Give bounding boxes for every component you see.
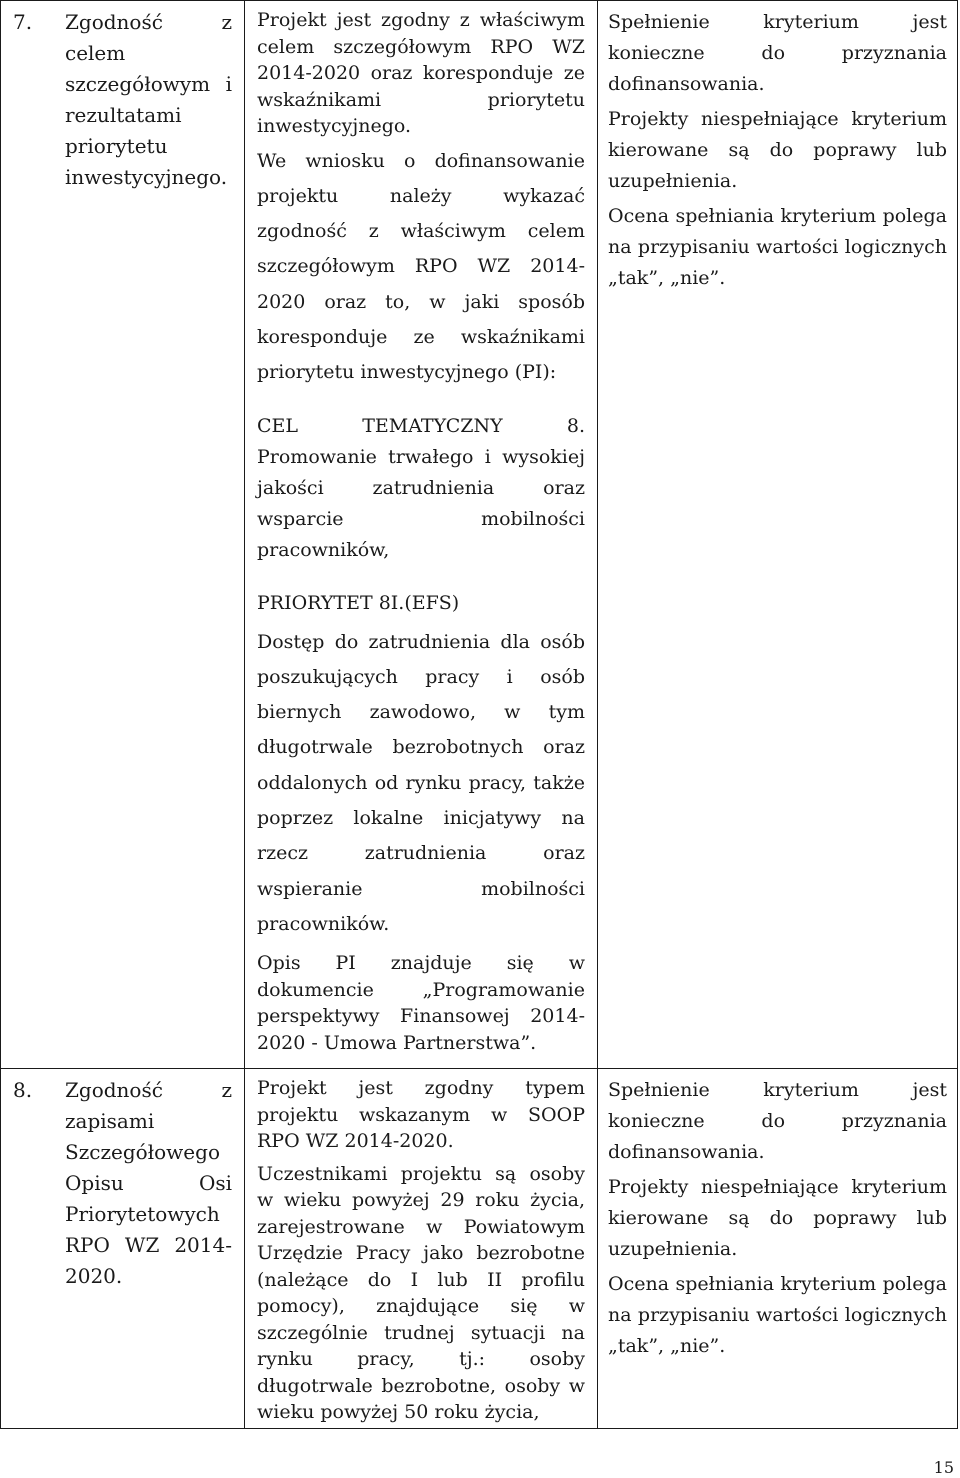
priority-text: Dostęp do zatrudnienia dla osób poszukujących pracy i osób biernych zawodowo, w tym długotrwale bezrobotnych oraz oddalonych od rynku pracy, także poprzez lokalne inicjatywy na rzecz zatrudnienia oraz wspieranie mobilności pracowników. bbox=[257, 630, 585, 935]
assessment-line: Projekty niespełniające kryterium kierowane są do poprawy lub uzupełnienia. bbox=[608, 108, 947, 192]
assessment-cell bbox=[598, 1, 958, 1069]
assessment-cell bbox=[598, 1069, 958, 1429]
assessment-line: Spełnienie kryterium jest konieczne do przyznania dofinansowania. bbox=[608, 1079, 947, 1163]
participants-text: Uczestnikami projektu są osoby w wieku powyżej 29 roku życia, zarejestrowane w Powiatowym Urzędzie Pracy jako bezrobotne (należące do I lub II profilu pomocy), znajdujące się w szczególnie trudnej sytuacji na rynku pracy, tj.: osoby długotrwale bezrobotne, osoby w wieku powyżej 50 roku życia, bbox=[257, 1162, 585, 1423]
priority-code: PRIORYTET 8I.(EFS) bbox=[257, 591, 460, 614]
assessment-line: Projekty niespełniające kryterium kierowane są do poprawy lub uzupełnienia. bbox=[608, 1176, 947, 1260]
criterion-name: Zgodność z celem szczegółowym i rezultatami priorytetu inwestycyjnego. bbox=[65, 10, 232, 189]
description-cell bbox=[245, 1, 598, 1069]
description-intro: Projekt jest zgodny z właściwym celem szczegółowym RPO WZ 2014-2020 oraz koresponduje ze wskaźnikami priorytetu inwestycyjnego. bbox=[257, 9, 585, 137]
criterion-cell bbox=[1, 1069, 245, 1429]
criterion-name: Zgodność z zapisami Szczegółowego Opisu Osi Priorytetowych RPO WZ 2014-2020. bbox=[65, 1078, 232, 1288]
assessment-line: Ocena spełniania kryterium polega na przypisaniu wartości logicznych „tak”, „nie”. bbox=[608, 205, 947, 289]
assessment-line: Spełnienie kryterium jest konieczne do przyznania dofinansowania. bbox=[608, 11, 947, 95]
table-row bbox=[1, 1069, 958, 1429]
thematic-goal: CEL TEMATYCZNY 8. Promowanie trwałego i wysokiej jakości zatrudnienia oraz wsparcie mobilności pracowników, bbox=[257, 414, 585, 561]
criterion-number: 8. bbox=[13, 1078, 33, 1102]
assessment-line: Ocena spełniania kryterium polega na przypisaniu wartości logicznych „tak”, „nie”. bbox=[608, 1273, 947, 1357]
criterion-cell bbox=[1, 1, 245, 1069]
description-cell bbox=[245, 1069, 598, 1429]
page-number: 15 bbox=[933, 1458, 954, 1477]
pi-reference: Opis PI znajduje się w dokumencie „Programowanie perspektywy Finansowej 2014-2020 - Umowa Partnerstwa”. bbox=[257, 952, 585, 1054]
description-intro: Projekt jest zgodny typem projektu wskazanym w SOOP RPO WZ 2014-2020. bbox=[257, 1077, 585, 1152]
description-requirement: We wniosku o dofinansowanie projektu należy wykazać zgodność z właściwym celem szczegółowym RPO WZ 2014-2020 oraz to, w jaki sposób koresponduje ze wskaźnikami priorytetu inwestycyjnego (PI): bbox=[257, 149, 585, 384]
table-row bbox=[1, 1, 958, 1069]
criterion-number: 7. bbox=[13, 10, 33, 34]
